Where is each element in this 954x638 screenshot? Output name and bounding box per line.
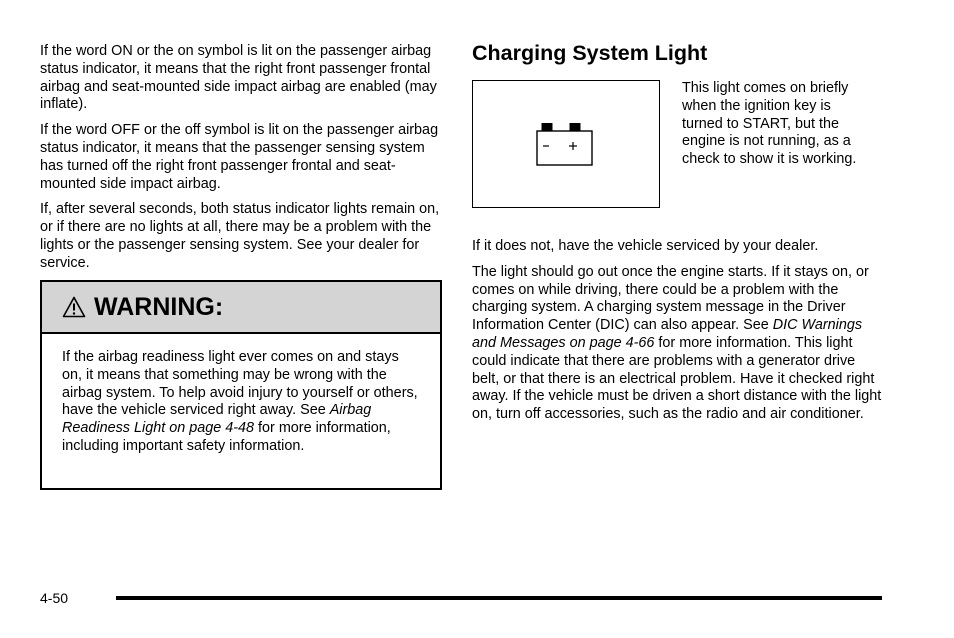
warning-text-start: If the airbag readiness light ever comes on and stays on, it means that something may be wrong with the airbag system. To help avoid injury to yourself or others, have the vehicle serviced right away. See xyxy=(62,349,418,419)
warning-text-end: for more information, including important safety information. xyxy=(62,420,391,454)
footer-rule xyxy=(116,596,882,600)
paragraph-passenger-off: If the word OFF or the off symbol is lit on the passenger airbag status indicator, it means that the passenger sensing system has turned off the right front passenger frontal and seat-mounted side impact airbag. xyxy=(40,122,439,192)
paragraph-light-go-out xyxy=(472,264,882,424)
warning-header xyxy=(42,282,440,334)
battery-icon xyxy=(536,121,596,167)
page-number: 4-50 xyxy=(40,590,69,606)
warning-box xyxy=(40,280,442,490)
paragraph-light-go-out-end: for more information. This light could indicate that there are problems with a generator drive belt, or that there is an electrical problem. Have it checked right away. If the vehicle must be driven a short distance with the light on, turn off accessories, such as the radio and air conditioner. xyxy=(472,334,882,423)
paragraph-not-serviced: If it does not, have the vehicle serviced by your dealer. xyxy=(472,238,819,254)
paragraph-both-lights: If, after several seconds, both status indicator lights remain on, or if there are no lights at all, there may be a problem with the lights or the passenger sensing system. See your dealer for service. xyxy=(40,201,440,271)
battery-icon-box xyxy=(472,80,660,208)
section-heading: Charging System Light xyxy=(472,41,708,65)
icon-description xyxy=(682,80,874,169)
right-column xyxy=(472,38,882,432)
paragraph-passenger-on: If the word ON or the on symbol is lit on the passenger airbag status indicator, it means that the right front passenger frontal airbag and seat-mounted side impact airbag are enabled (may inflate). xyxy=(40,43,437,113)
dic-reference-link[interactable]: DIC Warnings and Messages on page 4-66 xyxy=(472,317,863,351)
warning-title: WARNING: xyxy=(94,292,224,321)
left-column xyxy=(40,43,442,281)
warning-text xyxy=(62,349,420,456)
icon-row xyxy=(472,80,882,208)
icon-description-text: This light comes on briefly when the ignition key is turned to START, but the engine is not running, as a check to show it is working. xyxy=(682,80,857,168)
paragraph-light-go-out-start: The light should go out once the engine starts. If it stays on, or comes on while driving, there could be a problem with the charging system. A charging system message in the Driver Information Center (DIC) can also appear. See xyxy=(472,263,869,334)
warning-body xyxy=(42,334,440,456)
warning-reference-link[interactable]: Airbag Readiness Light on page 4-48 xyxy=(62,402,372,437)
warning-triangle-icon xyxy=(62,296,86,318)
